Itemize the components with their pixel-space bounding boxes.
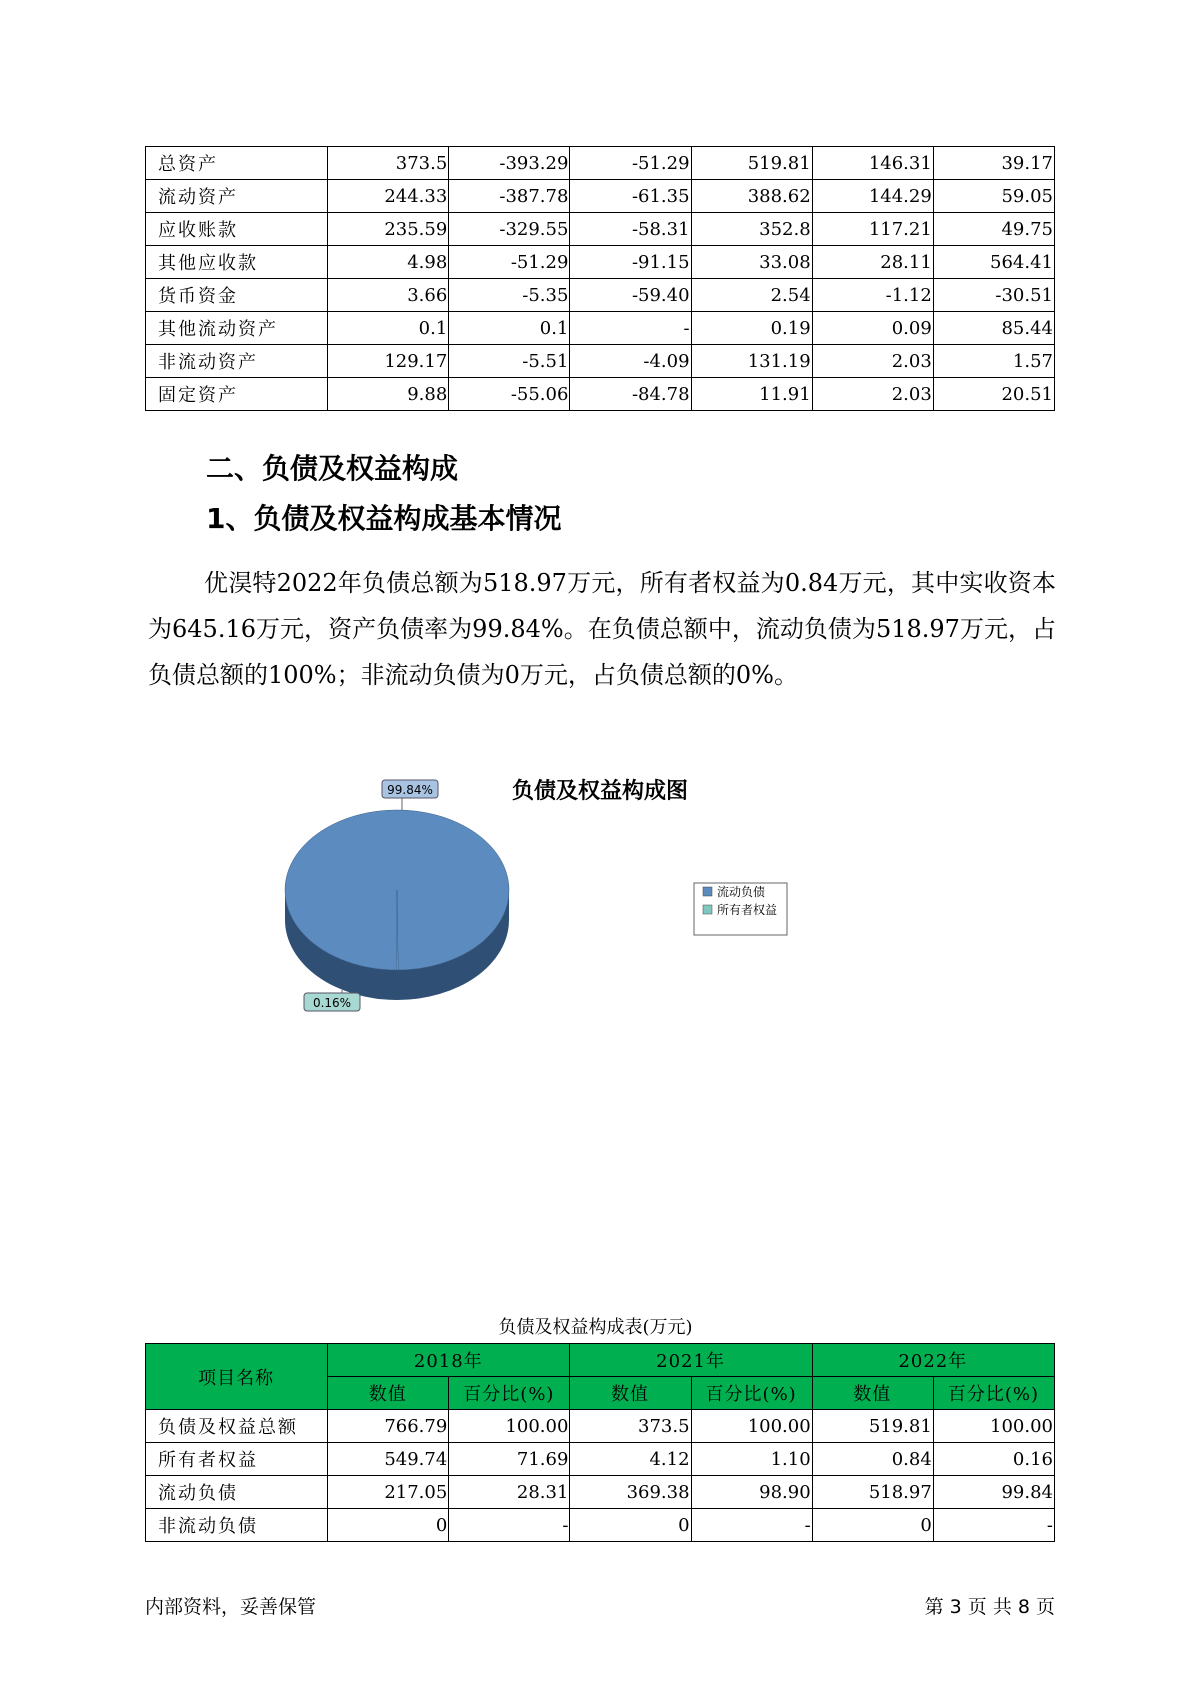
table-row: [146, 213, 1055, 246]
row-label: 其他应收款: [146, 246, 328, 279]
table-cell: 0: [328, 1509, 449, 1542]
header-year: 2018年: [328, 1344, 570, 1377]
header-item-name: 项目名称: [146, 1344, 328, 1410]
table-cell: 9.88: [328, 378, 449, 411]
table-cell: -55.06: [449, 378, 570, 411]
table-cell: 388.62: [691, 180, 812, 213]
table-cell: 2.03: [812, 345, 933, 378]
table-cell: 519.81: [812, 1410, 933, 1443]
header-percent: 百分比(%): [691, 1377, 812, 1410]
table-cell: 98.90: [691, 1476, 812, 1509]
table-row: [146, 1443, 1055, 1476]
table-row: [146, 1509, 1055, 1542]
table-cell: -51.29: [449, 246, 570, 279]
table-cell: -58.31: [570, 213, 691, 246]
table-cell: 0.1: [449, 312, 570, 345]
table-cell: -91.15: [570, 246, 691, 279]
row-label: 货币资金: [146, 279, 328, 312]
table-cell: -61.35: [570, 180, 691, 213]
table-row: [146, 312, 1055, 345]
table-cell: 59.05: [933, 180, 1054, 213]
header-value: 数值: [812, 1377, 933, 1410]
table-cell: -5.51: [449, 345, 570, 378]
row-label: 流动负债: [146, 1476, 328, 1509]
table-cell: 766.79: [328, 1410, 449, 1443]
legend-label: 流动负债: [717, 885, 766, 899]
table-cell: 144.29: [812, 180, 933, 213]
table-cell: 1.10: [691, 1443, 812, 1476]
legend-swatch: [703, 887, 712, 896]
table-cell: 117.21: [812, 213, 933, 246]
table-cell: 49.75: [933, 213, 1054, 246]
asset-change-table: [145, 146, 1055, 411]
header-value: 数值: [570, 1377, 691, 1410]
table-cell: 129.17: [328, 345, 449, 378]
table-cell: 244.33: [328, 180, 449, 213]
table-cell: 100.00: [449, 1410, 570, 1443]
table-cell: 11.91: [691, 378, 812, 411]
table-cell: -51.29: [570, 147, 691, 180]
table-cell: 146.31: [812, 147, 933, 180]
table-cell: -30.51: [933, 279, 1054, 312]
table-cell: 4.12: [570, 1443, 691, 1476]
row-label: 流动资产: [146, 180, 328, 213]
table-row: [146, 246, 1055, 279]
data-label: 99.84%: [387, 783, 433, 797]
table-cell: 0: [570, 1509, 691, 1542]
legend-swatch: [703, 905, 712, 914]
data-label: 0.16%: [312, 996, 352, 1010]
chart-legend: [694, 883, 787, 935]
table-cell: 373.5: [328, 147, 449, 180]
table-row: [146, 180, 1055, 213]
table-cell: 131.19: [691, 345, 812, 378]
legend-label: 所有者权益: [717, 903, 778, 917]
table-cell: -393.29: [449, 147, 570, 180]
table-cell: 20.51: [933, 378, 1054, 411]
header-year: 2022年: [812, 1344, 1054, 1377]
row-label: 固定资产: [146, 378, 328, 411]
table-cell: 235.59: [328, 213, 449, 246]
table-cell: 3.66: [328, 279, 449, 312]
table-cell: 217.05: [328, 1476, 449, 1509]
table-cell: -5.35: [449, 279, 570, 312]
table-cell: -387.78: [449, 180, 570, 213]
table-cell: 100.00: [933, 1410, 1054, 1443]
table-row: [146, 345, 1055, 378]
table-row: [146, 279, 1055, 312]
table-cell: -59.40: [570, 279, 691, 312]
table-cell: -: [691, 1509, 812, 1542]
liability-equity-table: [145, 1343, 1055, 1542]
table-cell: -329.55: [449, 213, 570, 246]
table-caption: 负债及权益构成表(万元): [498, 1317, 693, 1338]
table-cell: -4.09: [570, 345, 691, 378]
table-cell: -: [933, 1509, 1054, 1542]
table-cell: 39.17: [933, 147, 1054, 180]
table-cell: 28.31: [449, 1476, 570, 1509]
table-cell: -1.12: [812, 279, 933, 312]
table-cell: 518.97: [812, 1476, 933, 1509]
table-cell: 4.98: [328, 246, 449, 279]
row-label: 负债及权益总额: [146, 1410, 328, 1443]
header-percent: 百分比(%): [449, 1377, 570, 1410]
row-label: 应收账款: [146, 213, 328, 246]
header-year: 2021年: [570, 1344, 812, 1377]
header-value: 数值: [328, 1377, 449, 1410]
footer-page-number: 第 3 页 共 8 页: [924, 1596, 1055, 1618]
table-cell: 99.84: [933, 1476, 1054, 1509]
table-cell: 0.16: [933, 1443, 1054, 1476]
section-subheading: 1、负债及权益构成基本情况: [206, 502, 562, 535]
table-cell: 0.09: [812, 312, 933, 345]
table-cell: 85.44: [933, 312, 1054, 345]
table-cell: 0.1: [328, 312, 449, 345]
table-cell: 100.00: [691, 1410, 812, 1443]
row-label: 非流动负债: [146, 1509, 328, 1542]
table-cell: 2.54: [691, 279, 812, 312]
table-cell: 0: [812, 1509, 933, 1542]
table-cell: 33.08: [691, 246, 812, 279]
table-cell: 352.8: [691, 213, 812, 246]
body-paragraph: 优淏特2022年负债总额为518.97万元，所有者权益为0.84万元，其中实收资本为645.16万元，资产负债率为99.84%。在负债总额中，流动负债为518.97万元，占负债总额的100%；非流动负债为0万元，占负债总额的0%。: [148, 569, 1056, 689]
table-cell: 71.69: [449, 1443, 570, 1476]
row-label: 总资产: [146, 147, 328, 180]
table-cell: 28.11: [812, 246, 933, 279]
table-cell: 2.03: [812, 378, 933, 411]
pie-chart: [250, 770, 950, 1110]
table-cell: 369.38: [570, 1476, 691, 1509]
row-label: 所有者权益: [146, 1443, 328, 1476]
table-cell: 519.81: [691, 147, 812, 180]
table-cell: 564.41: [933, 246, 1054, 279]
table-cell: 1.57: [933, 345, 1054, 378]
header-percent: 百分比(%): [933, 1377, 1054, 1410]
table-cell: -: [449, 1509, 570, 1542]
footer-confidential-note: 内部资料，妥善保管: [145, 1596, 317, 1618]
table-row: [146, 1410, 1055, 1443]
table-cell: 373.5: [570, 1410, 691, 1443]
table-row: [146, 1476, 1055, 1509]
table-cell: 0.84: [812, 1443, 933, 1476]
table-row: [146, 378, 1055, 411]
table-cell: -: [570, 312, 691, 345]
table-cell: -84.78: [570, 378, 691, 411]
section-heading: 二、负债及权益构成: [206, 452, 459, 485]
table-cell: 549.74: [328, 1443, 449, 1476]
table-row: [146, 147, 1055, 180]
chart-title: 负债及权益构成图: [511, 779, 689, 804]
row-label: 非流动资产: [146, 345, 328, 378]
row-label: 其他流动资产: [146, 312, 328, 345]
table-cell: 0.19: [691, 312, 812, 345]
